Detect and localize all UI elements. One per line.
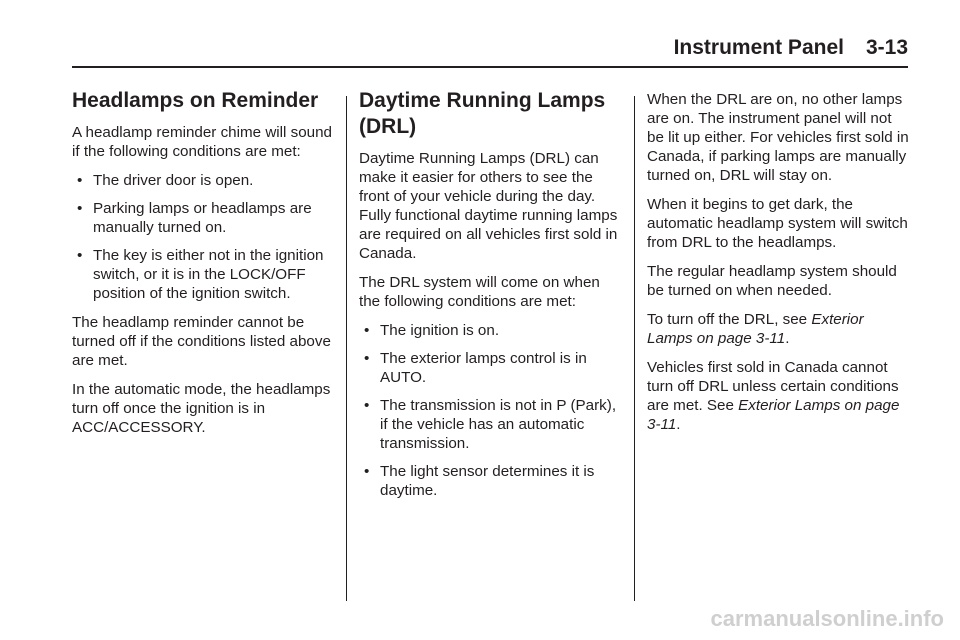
headlamps-reminder-heading: Headlamps on Reminder xyxy=(72,89,319,112)
drl-conditions-list xyxy=(359,321,625,500)
paragraph: The regular headlamp system should be turned on when needed. xyxy=(647,263,897,299)
drl-heading: Daytime Running Lamps (DRL) xyxy=(359,89,606,138)
section-title: Instrument Panel xyxy=(673,36,844,59)
paragraph-end: . xyxy=(676,416,681,433)
paragraph: The DRL system will come on when the following conditions are met: xyxy=(359,274,600,310)
page-number: 3-13 xyxy=(865,36,908,59)
column-1 xyxy=(72,88,338,447)
column-3 xyxy=(647,90,909,444)
list-item: • The light sensor determines it is daytime. xyxy=(359,462,625,500)
page-header xyxy=(674,36,908,60)
list-item: • The transmission is not in P (Park), if the vehicle has an automatic transmission. xyxy=(359,396,625,453)
column-2 xyxy=(359,88,625,510)
paragraph: In the automatic mode, the headlamps turn off once the ignition is in ACC/ACCESSORY. xyxy=(72,381,331,436)
paragraph: When the DRL are on, no other lamps are on. The instrument panel will not be lit up either. For vehicles first sold in Canada, if parking lamps are manually turned on, DRL will stay on. xyxy=(647,91,909,184)
header-divider xyxy=(72,66,908,68)
paragraph: A headlamp reminder chime will sound if the following conditions are met: xyxy=(72,124,333,160)
paragraph: The headlamp reminder cannot be turned off if the conditions listed above are met. xyxy=(72,314,331,369)
column-divider-1 xyxy=(346,96,347,601)
paragraph-text: To turn off the DRL, see xyxy=(647,311,812,328)
list-item: • Parking lamps or headlamps are manually turned on. xyxy=(72,199,338,237)
exterior-lamps-link[interactable]: Exterior Lamps on page 3-11 xyxy=(647,397,900,433)
exterior-lamps-link[interactable]: Exterior Lamps on page 3-11 xyxy=(647,311,864,347)
watermark: carmanualsonline.info xyxy=(710,606,944,631)
list-item: • The exterior lamps control is in AUTO. xyxy=(359,349,625,387)
list-item: • The ignition is on. xyxy=(359,321,625,340)
column-divider-2 xyxy=(634,96,635,601)
paragraph-end: . xyxy=(785,330,790,347)
paragraph xyxy=(647,358,909,434)
conditions-list xyxy=(72,171,338,303)
paragraph-text: Vehicles first sold in Canada cannot turn off DRL unless certain conditions are met. See xyxy=(647,359,899,414)
list-item: • The key is either not in the ignition switch, or it is in the LOCK/OFF position of the ignition switch. xyxy=(72,246,338,303)
paragraph: When it begins to get dark, the automatic headlamp system will switch from DRL to the headlamps. xyxy=(647,196,908,251)
paragraph: Daytime Running Lamps (DRL) can make it easier for others to see the front of your vehicle during the day. Fully functional daytime running lamps are required on all vehicles first sold in Canada. xyxy=(359,150,618,262)
paragraph xyxy=(647,310,909,348)
list-item: • The driver door is open. xyxy=(72,171,338,190)
